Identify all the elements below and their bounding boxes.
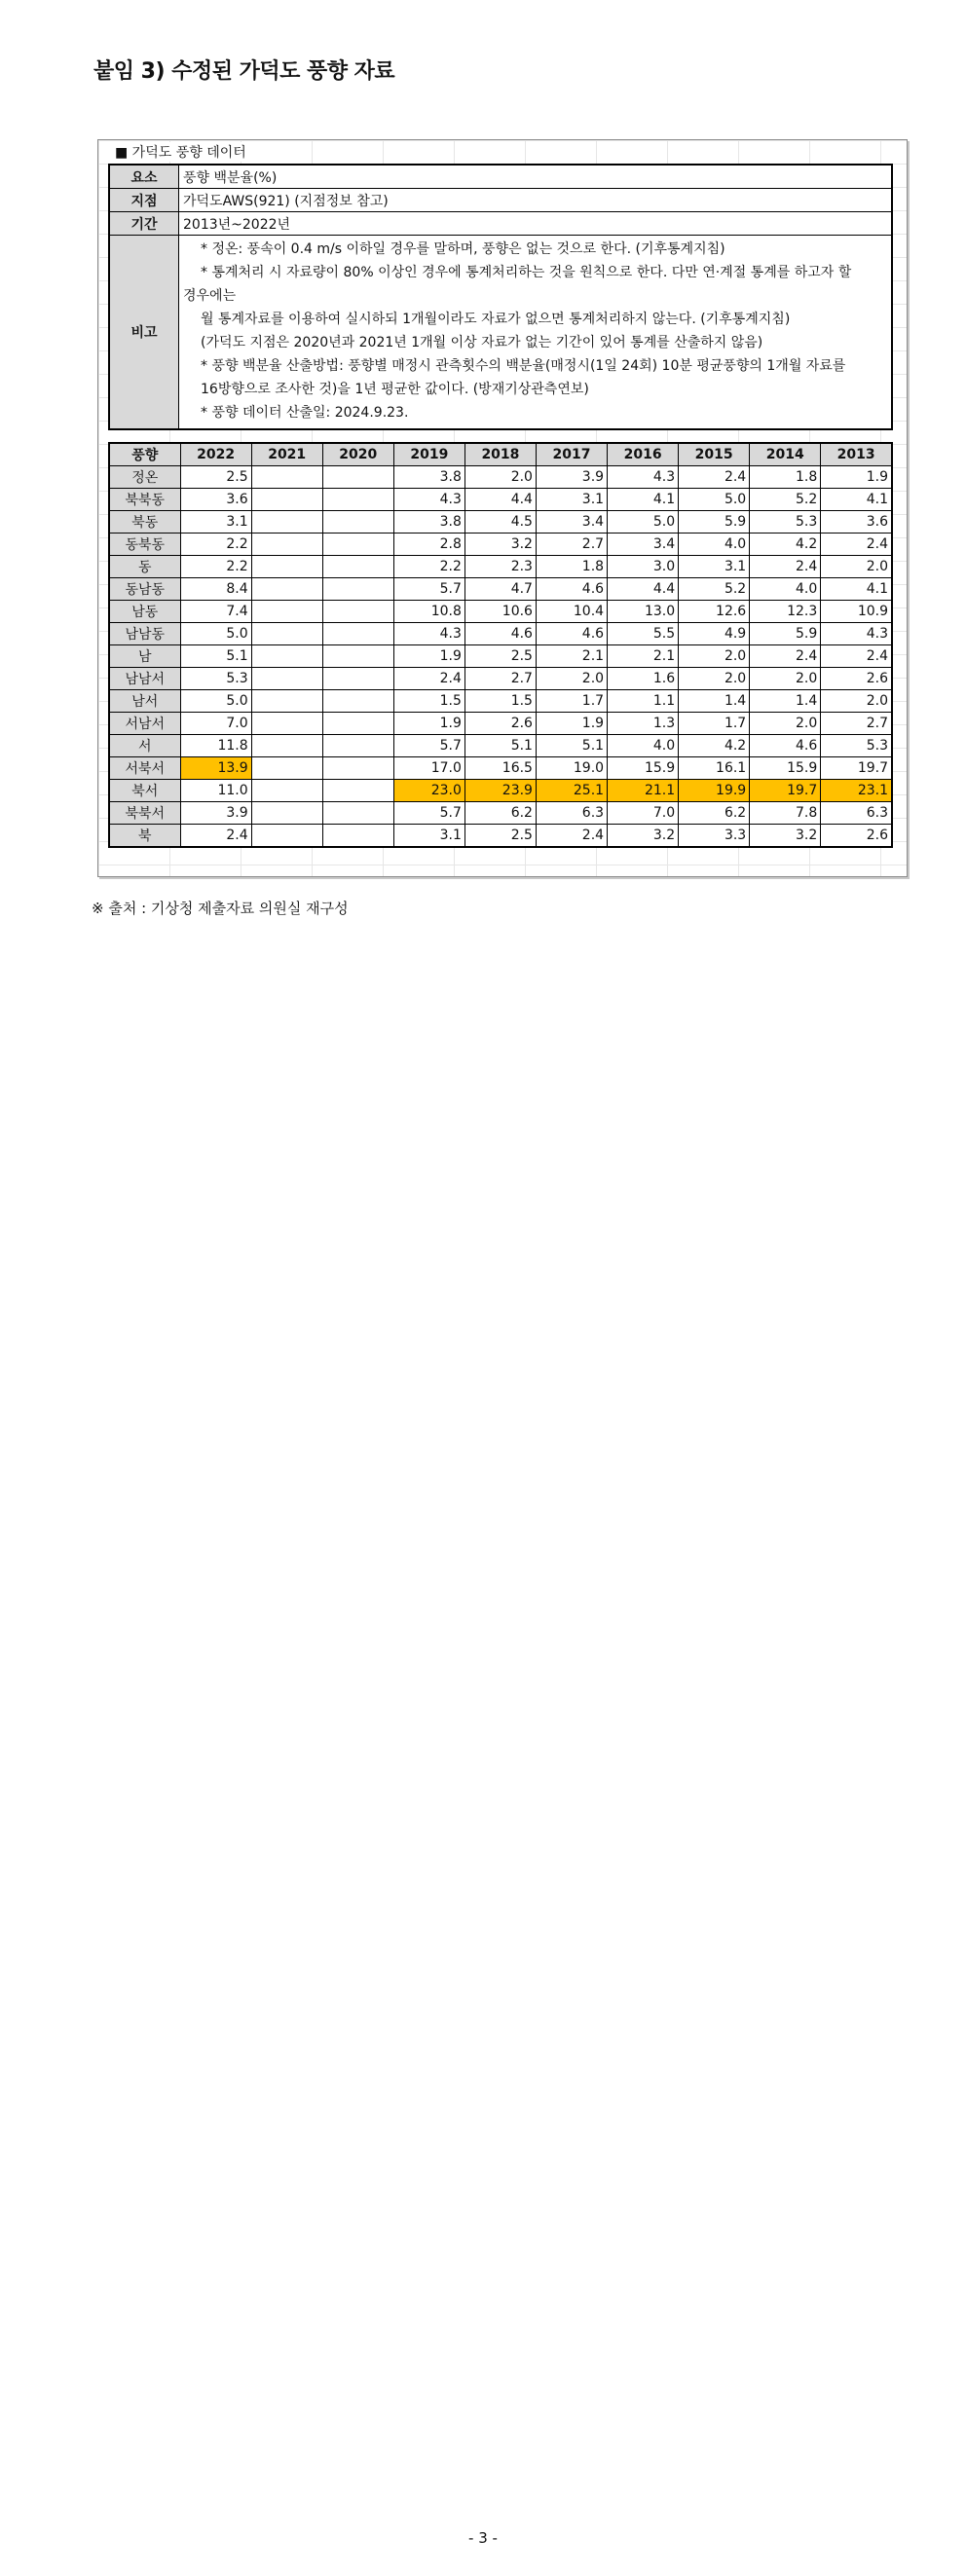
info-value: 가덕도AWS(921) (지점정보 참고) bbox=[179, 189, 893, 212]
value-cell: 3.1 bbox=[393, 825, 464, 848]
value-cell: 5.0 bbox=[608, 511, 679, 534]
value-cell: 3.3 bbox=[679, 825, 750, 848]
value-cell: 1.8 bbox=[536, 556, 607, 578]
year-header: 2021 bbox=[251, 443, 322, 466]
info-label: 비고 bbox=[109, 236, 179, 430]
value-cell: 5.5 bbox=[608, 623, 679, 645]
note-line: * 풍향 백분율 산출방법: 풍향별 매정시 관측횟수의 백분율(매정시(1일 24회) 10분 평균풍향의 1개월 자료를 bbox=[201, 358, 846, 374]
direction-label: 북동 bbox=[109, 511, 180, 534]
table-row bbox=[109, 578, 892, 601]
value-cell: 4.3 bbox=[393, 623, 464, 645]
data-frame bbox=[97, 139, 908, 877]
value-cell: 2.4 bbox=[821, 645, 892, 668]
value-cell: 23.0 bbox=[393, 780, 464, 802]
value-cell: 2.0 bbox=[750, 713, 821, 735]
value-cell bbox=[322, 668, 393, 690]
direction-label: 남남동 bbox=[109, 623, 180, 645]
value-cell: 4.3 bbox=[608, 466, 679, 489]
value-cell: 3.2 bbox=[608, 825, 679, 848]
notes-cell bbox=[179, 236, 893, 430]
value-cell: 5.7 bbox=[393, 578, 464, 601]
table-row bbox=[109, 489, 892, 511]
value-cell: 2.4 bbox=[180, 825, 251, 848]
value-cell bbox=[322, 757, 393, 780]
value-cell bbox=[322, 511, 393, 534]
table-row bbox=[109, 668, 892, 690]
value-cell: 5.0 bbox=[180, 690, 251, 713]
table-row bbox=[109, 645, 892, 668]
direction-label: 서남서 bbox=[109, 713, 180, 735]
value-cell: 4.3 bbox=[821, 623, 892, 645]
value-cell: 21.1 bbox=[608, 780, 679, 802]
value-cell: 5.7 bbox=[393, 735, 464, 757]
value-cell: 2.7 bbox=[464, 668, 536, 690]
table-row bbox=[109, 690, 892, 713]
value-cell: 1.7 bbox=[679, 713, 750, 735]
value-cell bbox=[322, 466, 393, 489]
value-cell: 2.6 bbox=[464, 713, 536, 735]
direction-label: 남동 bbox=[109, 601, 180, 623]
value-cell: 10.9 bbox=[821, 601, 892, 623]
value-cell: 5.1 bbox=[180, 645, 251, 668]
value-cell: 2.5 bbox=[464, 645, 536, 668]
direction-label: 정온 bbox=[109, 466, 180, 489]
info-row-station bbox=[109, 189, 892, 212]
value-cell: 2.2 bbox=[393, 556, 464, 578]
value-cell: 4.2 bbox=[679, 735, 750, 757]
value-cell: 2.8 bbox=[393, 534, 464, 556]
value-cell bbox=[251, 645, 322, 668]
year-header: 2017 bbox=[536, 443, 607, 466]
direction-label: 남 bbox=[109, 645, 180, 668]
value-cell: 12.6 bbox=[679, 601, 750, 623]
table-row bbox=[109, 511, 892, 534]
value-cell: 4.1 bbox=[821, 489, 892, 511]
value-cell: 4.5 bbox=[464, 511, 536, 534]
value-cell: 11.8 bbox=[180, 735, 251, 757]
value-cell: 5.1 bbox=[536, 735, 607, 757]
value-cell: 3.9 bbox=[180, 802, 251, 825]
value-cell: 2.4 bbox=[821, 534, 892, 556]
value-cell: 6.3 bbox=[536, 802, 607, 825]
value-cell bbox=[322, 578, 393, 601]
value-cell bbox=[322, 735, 393, 757]
value-cell: 2.5 bbox=[180, 466, 251, 489]
info-row-notes bbox=[109, 236, 892, 430]
value-cell: 2.3 bbox=[464, 556, 536, 578]
value-cell bbox=[251, 802, 322, 825]
year-header: 2022 bbox=[180, 443, 251, 466]
value-cell bbox=[322, 489, 393, 511]
value-cell: 23.9 bbox=[464, 780, 536, 802]
value-cell: 1.5 bbox=[464, 690, 536, 713]
note-line: * 풍향 데이터 산출일: 2024.9.23. bbox=[201, 405, 409, 421]
value-cell: 7.8 bbox=[750, 802, 821, 825]
value-cell: 10.6 bbox=[464, 601, 536, 623]
table-row bbox=[109, 466, 892, 489]
wind-direction-table bbox=[108, 442, 893, 848]
year-header: 2014 bbox=[750, 443, 821, 466]
value-cell bbox=[322, 556, 393, 578]
value-cell: 1.1 bbox=[608, 690, 679, 713]
table-row bbox=[109, 601, 892, 623]
corner-header: 풍향 bbox=[109, 443, 180, 466]
info-value: 풍향 백분율(%) bbox=[179, 165, 893, 189]
value-cell: 23.1 bbox=[821, 780, 892, 802]
note-line: 월 통계자료를 이용하여 실시하되 1개월이라도 자료가 없으면 통계처리하지 않는다. (기후통계지침) bbox=[201, 312, 791, 327]
value-cell: 3.8 bbox=[393, 466, 464, 489]
value-cell: 2.4 bbox=[679, 466, 750, 489]
value-cell: 2.4 bbox=[536, 825, 607, 848]
value-cell: 16.1 bbox=[679, 757, 750, 780]
value-cell bbox=[251, 825, 322, 848]
table-row bbox=[109, 735, 892, 757]
value-cell: 5.3 bbox=[750, 511, 821, 534]
value-cell: 6.3 bbox=[821, 802, 892, 825]
value-cell: 4.3 bbox=[393, 489, 464, 511]
value-cell bbox=[251, 489, 322, 511]
value-cell: 2.6 bbox=[821, 825, 892, 848]
value-cell: 10.4 bbox=[536, 601, 607, 623]
value-cell: 17.0 bbox=[393, 757, 464, 780]
year-header: 2019 bbox=[393, 443, 464, 466]
source-note: ※ 출처 : 기상청 제출자료 의원실 재구성 bbox=[92, 900, 349, 917]
section-title: ■ 가덕도 풍향 데이터 bbox=[112, 142, 249, 162]
value-cell: 8.4 bbox=[180, 578, 251, 601]
value-cell: 4.9 bbox=[679, 623, 750, 645]
value-cell: 4.7 bbox=[464, 578, 536, 601]
value-cell: 15.9 bbox=[608, 757, 679, 780]
value-cell bbox=[251, 556, 322, 578]
value-cell: 5.1 bbox=[464, 735, 536, 757]
value-cell: 3.6 bbox=[180, 489, 251, 511]
value-cell bbox=[322, 780, 393, 802]
value-cell: 1.3 bbox=[608, 713, 679, 735]
value-cell: 4.4 bbox=[608, 578, 679, 601]
value-cell: 3.4 bbox=[536, 511, 607, 534]
page-title: 붙임 3) 수정된 가덕도 풍향 자료 bbox=[93, 59, 395, 84]
value-cell: 4.6 bbox=[464, 623, 536, 645]
note-line: 16방향으로 조사한 것)을 1년 평균한 값이다. (방재기상관측연보) bbox=[201, 382, 589, 397]
value-cell: 5.0 bbox=[180, 623, 251, 645]
value-cell: 3.0 bbox=[608, 556, 679, 578]
direction-label: 북서 bbox=[109, 780, 180, 802]
value-cell: 7.0 bbox=[608, 802, 679, 825]
table-body bbox=[109, 466, 892, 848]
value-cell: 3.8 bbox=[393, 511, 464, 534]
value-cell bbox=[251, 780, 322, 802]
table-row bbox=[109, 802, 892, 825]
direction-label: 남서 bbox=[109, 690, 180, 713]
table-row bbox=[109, 623, 892, 645]
value-cell: 2.1 bbox=[608, 645, 679, 668]
direction-label: 북북서 bbox=[109, 802, 180, 825]
value-cell: 15.9 bbox=[750, 757, 821, 780]
value-cell: 2.4 bbox=[393, 668, 464, 690]
note-line: * 통계처리 시 자료량이 80% 이상인 경우에 통계처리하는 것을 원칙으로 한다. 다만 연·계절 통계를 하고자 할 bbox=[201, 265, 852, 280]
value-cell: 5.7 bbox=[393, 802, 464, 825]
value-cell bbox=[251, 601, 322, 623]
year-header: 2013 bbox=[821, 443, 892, 466]
value-cell: 1.9 bbox=[536, 713, 607, 735]
info-label: 지점 bbox=[109, 189, 179, 212]
table-header-row bbox=[109, 443, 892, 466]
value-cell: 3.2 bbox=[750, 825, 821, 848]
value-cell: 2.0 bbox=[464, 466, 536, 489]
value-cell: 10.8 bbox=[393, 601, 464, 623]
value-cell: 5.2 bbox=[679, 578, 750, 601]
info-label: 요소 bbox=[109, 165, 179, 189]
value-cell bbox=[251, 623, 322, 645]
value-cell bbox=[322, 802, 393, 825]
value-cell: 4.0 bbox=[679, 534, 750, 556]
value-cell: 1.8 bbox=[750, 466, 821, 489]
value-cell: 2.6 bbox=[821, 668, 892, 690]
value-cell: 2.2 bbox=[180, 556, 251, 578]
value-cell: 2.2 bbox=[180, 534, 251, 556]
value-cell: 5.3 bbox=[180, 668, 251, 690]
value-cell: 12.3 bbox=[750, 601, 821, 623]
value-cell: 3.9 bbox=[536, 466, 607, 489]
value-cell bbox=[322, 690, 393, 713]
value-cell: 7.0 bbox=[180, 713, 251, 735]
value-cell: 2.4 bbox=[750, 556, 821, 578]
direction-label: 서 bbox=[109, 735, 180, 757]
note-line: 경우에는 bbox=[183, 288, 237, 304]
table-row bbox=[109, 534, 892, 556]
value-cell bbox=[251, 668, 322, 690]
note-line: (가덕도 지점은 2020년과 2021년 1개월 이상 자료가 없는 기간이 있어 통계를 산출하지 않음) bbox=[201, 335, 763, 350]
value-cell: 1.7 bbox=[536, 690, 607, 713]
value-cell: 16.5 bbox=[464, 757, 536, 780]
value-cell bbox=[251, 534, 322, 556]
year-header: 2016 bbox=[608, 443, 679, 466]
value-cell: 2.0 bbox=[821, 690, 892, 713]
value-cell: 4.4 bbox=[464, 489, 536, 511]
year-header: 2018 bbox=[464, 443, 536, 466]
value-cell: 2.7 bbox=[821, 713, 892, 735]
info-label: 기간 bbox=[109, 212, 179, 236]
table-row bbox=[109, 825, 892, 848]
value-cell: 2.5 bbox=[464, 825, 536, 848]
value-cell bbox=[251, 690, 322, 713]
value-cell: 1.9 bbox=[393, 713, 464, 735]
table-row bbox=[109, 757, 892, 780]
value-cell: 19.7 bbox=[750, 780, 821, 802]
value-cell: 1.4 bbox=[750, 690, 821, 713]
value-cell bbox=[251, 466, 322, 489]
value-cell: 2.1 bbox=[536, 645, 607, 668]
value-cell: 3.1 bbox=[679, 556, 750, 578]
value-cell: 19.0 bbox=[536, 757, 607, 780]
value-cell: 3.1 bbox=[536, 489, 607, 511]
table-row bbox=[109, 556, 892, 578]
value-cell: 4.2 bbox=[750, 534, 821, 556]
value-cell bbox=[322, 623, 393, 645]
value-cell: 3.6 bbox=[821, 511, 892, 534]
value-cell: 5.2 bbox=[750, 489, 821, 511]
value-cell bbox=[322, 645, 393, 668]
value-cell: 1.9 bbox=[821, 466, 892, 489]
value-cell: 13.0 bbox=[608, 601, 679, 623]
value-cell: 11.0 bbox=[180, 780, 251, 802]
value-cell: 2.0 bbox=[750, 668, 821, 690]
table-row bbox=[109, 713, 892, 735]
value-cell: 2.7 bbox=[536, 534, 607, 556]
direction-label: 북 bbox=[109, 825, 180, 848]
value-cell bbox=[251, 511, 322, 534]
table-row bbox=[109, 780, 892, 802]
value-cell: 4.0 bbox=[750, 578, 821, 601]
year-header: 2020 bbox=[322, 443, 393, 466]
value-cell: 6.2 bbox=[679, 802, 750, 825]
value-cell: 4.6 bbox=[750, 735, 821, 757]
value-cell: 4.0 bbox=[608, 735, 679, 757]
value-cell: 1.4 bbox=[679, 690, 750, 713]
value-cell: 5.0 bbox=[679, 489, 750, 511]
direction-label: 동북동 bbox=[109, 534, 180, 556]
value-cell: 3.4 bbox=[608, 534, 679, 556]
value-cell bbox=[251, 578, 322, 601]
info-row-element bbox=[109, 165, 892, 189]
direction-label: 서북서 bbox=[109, 757, 180, 780]
value-cell: 13.9 bbox=[180, 757, 251, 780]
value-cell bbox=[322, 825, 393, 848]
value-cell: 2.0 bbox=[536, 668, 607, 690]
value-cell: 7.4 bbox=[180, 601, 251, 623]
value-cell: 4.6 bbox=[536, 578, 607, 601]
value-cell bbox=[251, 757, 322, 780]
value-cell: 1.9 bbox=[393, 645, 464, 668]
value-cell: 6.2 bbox=[464, 802, 536, 825]
direction-label: 동 bbox=[109, 556, 180, 578]
value-cell bbox=[251, 713, 322, 735]
value-cell: 2.0 bbox=[679, 645, 750, 668]
value-cell: 19.9 bbox=[679, 780, 750, 802]
value-cell bbox=[322, 713, 393, 735]
note-line: * 정온: 풍속이 0.4 m/s 이하일 경우를 말하며, 풍향은 없는 것으로 한다. (기후통계지침) bbox=[201, 241, 725, 257]
value-cell: 4.6 bbox=[536, 623, 607, 645]
value-cell: 4.1 bbox=[608, 489, 679, 511]
direction-label: 북북동 bbox=[109, 489, 180, 511]
value-cell: 3.1 bbox=[180, 511, 251, 534]
value-cell: 1.6 bbox=[608, 668, 679, 690]
value-cell bbox=[322, 534, 393, 556]
value-cell bbox=[251, 735, 322, 757]
page-number: - 3 - bbox=[468, 2529, 498, 2547]
value-cell: 2.0 bbox=[679, 668, 750, 690]
value-cell bbox=[322, 601, 393, 623]
value-cell: 25.1 bbox=[536, 780, 607, 802]
year-header: 2015 bbox=[679, 443, 750, 466]
value-cell: 5.3 bbox=[821, 735, 892, 757]
value-cell: 4.1 bbox=[821, 578, 892, 601]
info-row-period bbox=[109, 212, 892, 236]
value-cell: 2.0 bbox=[821, 556, 892, 578]
direction-label: 남남서 bbox=[109, 668, 180, 690]
value-cell: 3.2 bbox=[464, 534, 536, 556]
value-cell: 2.4 bbox=[750, 645, 821, 668]
info-value: 2013년~2022년 bbox=[179, 212, 893, 236]
value-cell: 5.9 bbox=[750, 623, 821, 645]
value-cell: 1.5 bbox=[393, 690, 464, 713]
value-cell: 19.7 bbox=[821, 757, 892, 780]
direction-label: 동남동 bbox=[109, 578, 180, 601]
value-cell: 5.9 bbox=[679, 511, 750, 534]
info-table bbox=[108, 164, 893, 430]
